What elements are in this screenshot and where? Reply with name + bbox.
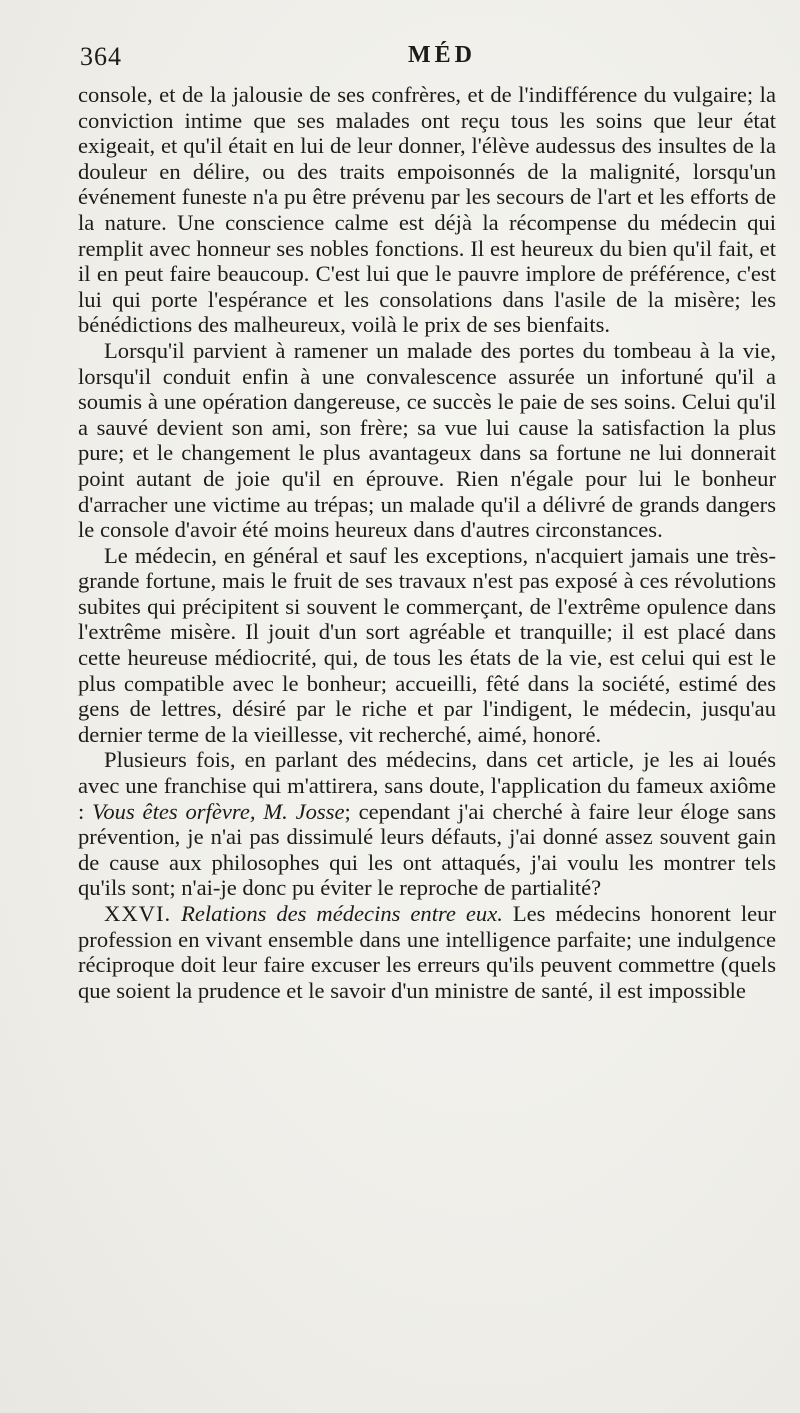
paragraph-3: Le médecin, en général et sauf les exceptions, n'acquiert jamais une très-grande fortune, mais le fruit de ses travaux n'est pas exposé à ces révolutions subites qui précipitent si souvent le commerçant, de l'extrême opulence dans l'extrême misère. Il jouit d'un sort agréable et tranquille; il est placé dans cette heureuse médiocrité, qui, de tous les états de la vie, est celui qui est le plus compatible avec le bonheur; accueilli, fêté dans la société, estimé des gens de lettres, désiré par le riche et par l'indigent, le médecin, jusqu'au dernier terme de la vieillesse, vit recherché, aimé, honoré. [78, 542, 776, 747]
paragraph-4 [78, 747, 776, 901]
running-head: MÉD [408, 42, 476, 68]
paragraph-4-text-start: Plusieurs fois, en parlant des médecins, dans cet article, je les ai loués avec une franchise qui m'attirera, sans doute, l'application du fameux axiôme : [78, 747, 776, 824]
body-text [78, 82, 776, 1003]
page-number: 364 [80, 42, 122, 71]
section-title: Relations des médecins entre eux. [181, 901, 503, 926]
paragraph-5-text: Les médecins honorent leur profession en vivant ensemble dans une intelligence parfaite; une indulgence réciproque doit leur faire excuser les erreurs qu'ils peuvent commettre (quels que soient la prudence et le savoir d'un ministre de santé, il est impossible [78, 901, 776, 1003]
paragraph-1: console, et de la jalousie de ses confrères, et de l'indifférence du vulgaire; la conviction intime que ses malades ont reçu tous les soins que leur état exigeait, et qu'il était en lui de leur donner, l'élève audessus des insultes de la douleur en délire, ou des traits empoisonnés de la malignité, lorsqu'un événement funeste n'a pu être prévenu par les secours de l'art et les efforts de la nature. Une conscience calme est déjà la récompense du médecin qui remplit avec honneur ses nobles fonctions. Il est heureux du bien qu'il fait, et il en peut faire beaucoup. C'est lui que le pauvre implore de préférence, c'est lui qui porte l'espérance et les consolations dans l'asile de la misère; les bénédictions des malheureux, voilà le prix de ses bienfaits. [78, 82, 776, 338]
section-number: XXVI. [104, 901, 172, 926]
paragraph-4-text-end: ; cependant j'ai cherché à faire leur éloge sans prévention, je n'ai pas dissimulé leurs défauts, j'ai donné assez souvent gain de cause aux philosophes qui les ont attaqués, j'ai voulu les montrer tels qu'ils sont; n'ai-je donc pu éviter le reproche de partialité? [78, 798, 776, 901]
paragraph-4-quote: Vous êtes orfèvre, M. Josse [92, 798, 345, 824]
page-header [78, 42, 776, 82]
paragraph-2: Lorsqu'il parvient à ramener un malade des portes du tombeau à la vie, lorsqu'il conduit enfin à une convalescence assurée un infortuné qu'il a soumis à une opération dangereuse, ce succès le paie de ses soins. Celui qu'il a sauvé devient son ami, son frère; sa vue lui cause la satisfaction la plus pure; et le changement le plus avantageux dans sa fortune ne lui donnerait point autant de joie qu'il en éprouve. Rien n'égale pour lui le bonheur d'arracher une victime au trépas; un malade qu'il a délivré de grands dangers le console d'avoir été moins heureux dans d'autres circonstances. [78, 337, 776, 543]
paragraph-5 [78, 901, 776, 1003]
